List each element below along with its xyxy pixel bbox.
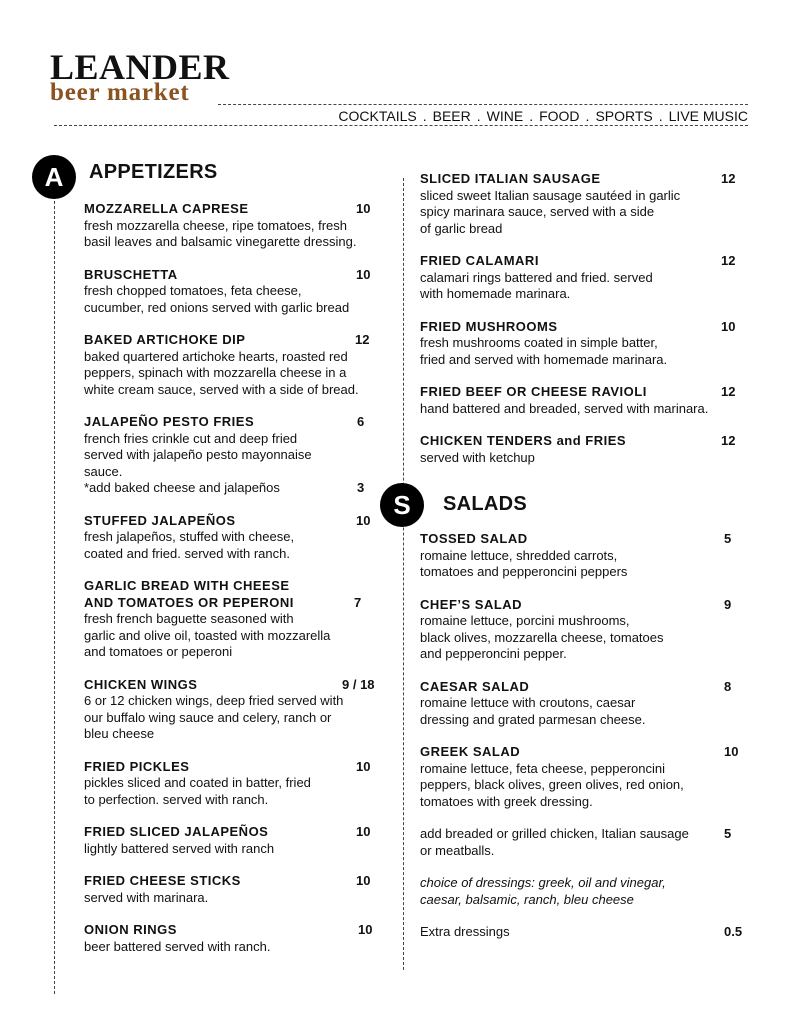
- item-price: 6: [357, 414, 365, 429]
- item-description: romaine lettuce, shredded carrots, tomatoes and pepperoncini peppers: [420, 547, 628, 579]
- menu-item: [84, 513, 384, 563]
- item-name: GARLIC BREAD WITH CHEESE AND TOMATOES OR PEPERONI: [84, 578, 294, 610]
- item-name: ONION RINGS: [84, 922, 177, 937]
- item-description: fresh mozzarella cheese, ripe tomatoes, fresh basil leaves and balsamic vinegarette dressing.: [84, 217, 357, 249]
- dressings-note-text: choice of dressings: greek, oil and vinegar, caesar, balsamic, ranch, bleu cheese: [420, 875, 666, 907]
- item-description: french fries crinkle cut and deep fried served with jalapeño pesto mayonnaise sauce.: [84, 430, 312, 479]
- menu-item: [84, 332, 384, 398]
- item-name: CAESAR SALAD: [420, 678, 530, 694]
- nav-separator: .: [658, 108, 663, 124]
- item-description: beer battered served with ranch.: [84, 938, 271, 954]
- item-description: lightly battered served with ranch: [84, 840, 275, 856]
- item-description: 6 or 12 chicken wings, deep fried served with our buffalo wing sauce and celery, ranch or bleu cheese: [84, 693, 344, 741]
- item-name: FRIED SLICED JALAPEÑOS: [84, 824, 269, 839]
- item-description: romaine lettuce, feta cheese, pepperoncini peppers, black olives, green olives, red onion, tomatoes with greek dressing.: [420, 760, 684, 809]
- item-price: 10: [356, 266, 371, 282]
- item-description: romaine lettuce with croutons, caesar dressing and grated parmesan cheese.: [420, 695, 646, 727]
- item-name: CHEF’S SALAD: [420, 596, 523, 612]
- item-price: 12: [721, 384, 736, 399]
- addon-price: 3: [357, 480, 365, 495]
- left-column-rule: [54, 196, 55, 994]
- item-price: 7: [354, 594, 362, 610]
- addon-text: add breaded or grilled chicken, Italian sausage or meatballs.: [420, 826, 689, 858]
- item-name: GREEK SALAD: [420, 744, 521, 759]
- menu-item: [420, 319, 750, 369]
- menu-item: [84, 677, 384, 743]
- item-price: 10: [356, 758, 371, 774]
- dressings-note: [420, 875, 750, 908]
- item-price: 10: [721, 318, 736, 334]
- item-price: 10: [356, 824, 371, 839]
- salads-list: [420, 531, 750, 957]
- center-column-rule: [403, 178, 404, 970]
- item-price: 12: [721, 171, 736, 186]
- item-name: FRIED BEEF OR CHEESE RAVIOLI: [420, 384, 647, 399]
- item-price: 10: [724, 744, 739, 759]
- item-price: 9 / 18: [342, 676, 375, 692]
- item-name: FRIED PICKLES: [84, 758, 190, 774]
- menu-item: [420, 384, 750, 417]
- nav-bar: [338, 107, 748, 125]
- item-description: fresh chopped tomatoes, feta cheese, cucumber, red onions served with garlic bread: [84, 283, 350, 315]
- nav-separator: .: [422, 108, 427, 124]
- menu-item: [420, 744, 750, 810]
- item-description: sliced sweet Italian sausage sautéed in garlic spicy marinara sauce, served with a side of garlic bread: [420, 187, 681, 236]
- item-name: CHICKEN TENDERS and FRIES: [420, 433, 627, 448]
- nav-separator: .: [585, 108, 590, 124]
- menu-item: [84, 873, 384, 906]
- nav-separator: .: [529, 108, 534, 124]
- nav-sports: SPORTS: [595, 108, 653, 124]
- menu-item: [84, 578, 384, 661]
- item-addon: *add baked cheese and jalapeños: [84, 480, 280, 495]
- item-name: STUFFED JALAPEÑOS: [84, 512, 236, 528]
- extra-dressings-text: Extra dressings: [420, 924, 510, 939]
- item-price: 12: [721, 253, 736, 268]
- brand-title: LEANDER: [50, 47, 230, 87]
- item-price: 10: [356, 512, 371, 528]
- item-description: baked quartered artichoke hearts, roasted red peppers, spinach with mozzarella cheese in a white cream sauce, served with a side of bread.: [84, 348, 359, 397]
- item-description: fresh jalapeños, stuffed with cheese, coated and fried. served with ranch.: [84, 529, 295, 561]
- menu-item: [420, 171, 750, 237]
- appetizers-list: [84, 201, 384, 971]
- nav-separator: .: [476, 108, 481, 124]
- menu-item: [420, 253, 750, 303]
- nav-food: FOOD: [539, 108, 580, 124]
- appetizers-list-continued: [420, 171, 750, 482]
- item-name: SLICED ITALIAN SAUSAGE: [420, 171, 601, 186]
- item-price: 8: [724, 678, 732, 694]
- nav-wine: WINE: [486, 108, 524, 124]
- salad-addon: [420, 826, 750, 859]
- item-price: 10: [356, 873, 371, 888]
- item-price: 12: [355, 332, 370, 347]
- item-name: FRIED CHEESE STICKS: [84, 873, 241, 888]
- item-description: fresh french baguette seasoned with garlic and olive oil, toasted with mozzarella and tomatoes or peperoni: [84, 611, 331, 659]
- brand-subtitle: beer market: [50, 79, 190, 106]
- menu-item: [84, 922, 384, 955]
- menu-item: [420, 679, 750, 729]
- nav-cocktails: COCKTAILS: [338, 108, 417, 124]
- item-description: fresh mushrooms coated in simple batter, fried and served with homemade marinara.: [420, 335, 668, 367]
- menu-item: [84, 267, 384, 317]
- item-price: 5: [724, 531, 732, 546]
- item-description: calamari rings battered and fried. served with homemade marinara.: [420, 269, 653, 301]
- appetizers-badge: A: [32, 155, 76, 199]
- menu-item: [84, 201, 384, 251]
- item-description: pickles sliced and coated in batter, fried to perfection. served with ranch.: [84, 775, 311, 807]
- menu-item: [420, 433, 750, 466]
- header-divider-bottom: [54, 125, 748, 126]
- item-description: served with ketchup: [420, 449, 535, 465]
- nav-beer: BEER: [432, 108, 471, 124]
- menu-item: [420, 597, 750, 663]
- item-description: served with marinara.: [84, 889, 209, 905]
- menu-item: [420, 531, 750, 581]
- salads-badge: S: [380, 483, 424, 527]
- item-name: MOZZARELLA CAPRESE: [84, 201, 249, 216]
- addon-price: 5: [724, 826, 732, 841]
- item-price: 12: [721, 433, 736, 448]
- extra-dressings: [420, 924, 750, 941]
- item-name: CHICKEN WINGS: [84, 676, 198, 692]
- item-description: hand battered and breaded, served with marinara.: [420, 400, 709, 416]
- menu-item: [84, 759, 384, 809]
- item-price: 10: [356, 201, 371, 216]
- item-name: FRIED CALAMARI: [420, 253, 539, 268]
- item-description: romaine lettuce, porcini mushrooms, black olives, mozzarella cheese, tomatoes and pepperoncini pepper.: [420, 613, 664, 661]
- appetizers-title: APPETIZERS: [89, 161, 218, 183]
- item-name: FRIED MUSHROOMS: [420, 318, 558, 334]
- header-divider-top: [218, 104, 748, 105]
- item-price: 10: [358, 922, 373, 937]
- salads-title: SALADS: [443, 493, 528, 515]
- extra-dressings-price: 0.5: [724, 924, 743, 939]
- nav-live-music: LIVE MUSIC: [668, 108, 748, 124]
- item-name: TOSSED SALAD: [420, 531, 528, 546]
- item-name: BRUSCHETTA: [84, 266, 178, 282]
- item-name: JALAPEÑO PESTO FRIES: [84, 414, 255, 429]
- menu-item: [84, 824, 384, 857]
- item-name: BAKED ARTICHOKE DIP: [84, 332, 246, 347]
- menu-item: [84, 414, 384, 497]
- item-price: 9: [724, 596, 732, 612]
